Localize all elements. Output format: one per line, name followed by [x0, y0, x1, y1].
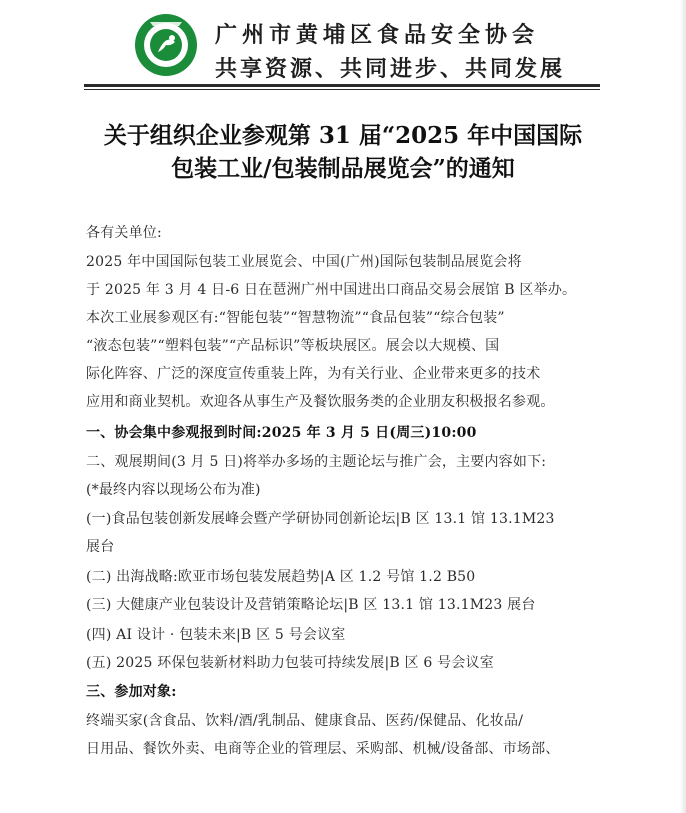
notice-title-line-2: 包装工业/包装制品展览会”的通知 — [171, 155, 515, 182]
intro-line: 本次工业展参观区有:“智能包装”“智慧物流”“食品包装”“综合包装” — [86, 310, 505, 326]
salutation: 各有关单位: — [86, 225, 162, 241]
forum-item-continued: 展台 — [86, 539, 115, 555]
section-1-heading: 一、协会集中参观报到时间:2025 年 3 月 5 日(周三)10:00 — [86, 425, 477, 441]
association-logo — [133, 12, 199, 78]
intro-line: 际化阵容、广泛的深度宣传重装上阵，为有关行业、企业带来更多的技术 — [86, 366, 541, 382]
notice-title-line-1: 关于组织企业参观第 31 届“2025 年中国国际 — [103, 122, 583, 149]
participants-line: 日用品、餐饮外卖、电商等企业的管理层、采购部、机械/设备部、市场部、 — [86, 741, 560, 757]
org-slogan: 共享资源、共同进步、共同发展 — [215, 57, 566, 82]
section-2-heading: 二、观展期间(3 月 5 日)将举办多场的主题论坛与推广会，主要内容如下: — [86, 454, 547, 470]
participants-line: 终端买家(含食品、饮料/酒/乳制品、健康食品、医药/保健品、化妆品/ — [86, 713, 524, 729]
forum-item: (二) 出海战略:欧亚市场包装发展趋势|A 区 1.2 号馆 1.2 B50 — [86, 569, 476, 585]
intro-line: “液态包装”“塑料包装”“产品标识”等板块展区。展会以大规模、国 — [86, 338, 500, 354]
intro-line: 应用和商业契机。欢迎各从事生产及餐饮服务类的企业朋友积极报名参观。 — [86, 394, 555, 410]
forum-item: (三) 大健康产业包装设计及营销策略论坛|B 区 13.1 馆 13.1M23 展台 — [86, 597, 536, 613]
forum-item: (四) AI 设计 · 包装未来|B 区 5 号会议室 — [86, 627, 346, 643]
header-divider-thick — [84, 84, 600, 87]
intro-line: 于 2025 年 3 月 4 日-6 日在琶洲广州中国进出口商品交易会展馆 B 区举办。 — [86, 282, 577, 298]
page-edge-shadow — [680, 0, 686, 813]
forum-item: (五) 2025 环保包装新材料助力包装可持续发展|B 区 6 号会议室 — [86, 655, 494, 671]
org-name: 广州市黄埔区食品安全协会 — [215, 23, 540, 48]
section-2-note: (*最终内容以现场公布为准) — [86, 482, 261, 498]
intro-line: 2025 年中国国际包装工业展览会、中国(广州)国际包装制品展览会将 — [86, 254, 522, 270]
section-3-heading: 三、参加对象: — [86, 684, 177, 700]
forum-item: (一)食品包装创新发展峰会暨产学研协同创新论坛|B 区 13.1 馆 13.1M23 — [86, 511, 555, 527]
header-divider-thin — [84, 89, 600, 90]
